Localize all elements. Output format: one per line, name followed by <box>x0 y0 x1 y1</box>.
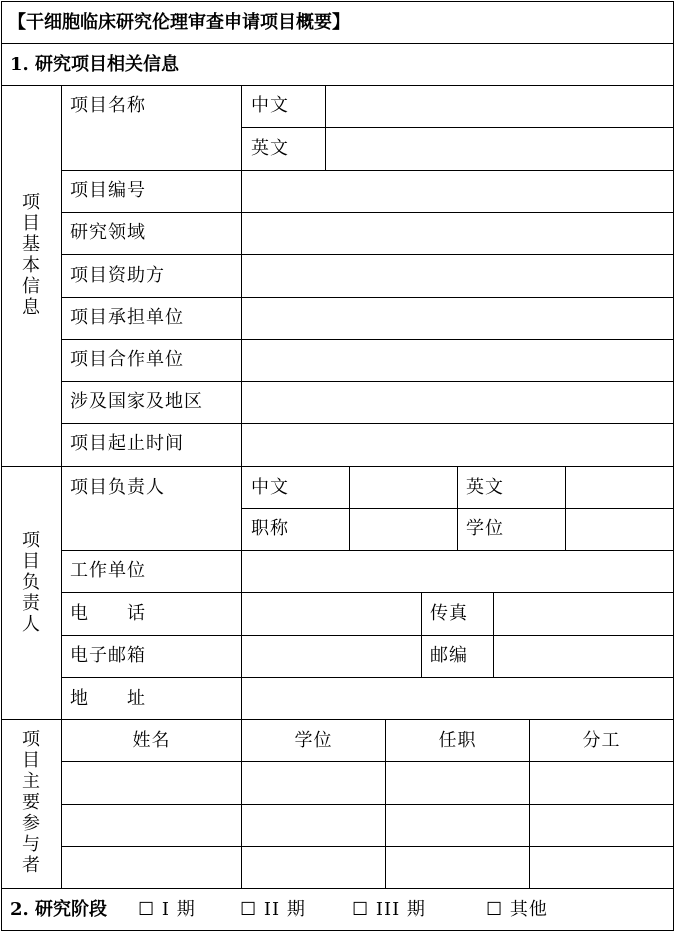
countries-regions-field[interactable] <box>242 382 673 423</box>
group-label-leader: 项目负责人 <box>22 530 40 635</box>
label-project-name: 项目名称 <box>70 95 146 116</box>
checkbox-icon[interactable]: ☐ <box>352 899 370 920</box>
section2-heading: 2. 研究阶段 <box>10 899 108 920</box>
group-label-participants: 项目主要参与者 <box>22 729 40 876</box>
table-border-bottom <box>1 930 674 931</box>
label-cooperating-unit: 项目合作单位 <box>70 349 184 370</box>
leader-chinese-field[interactable] <box>350 467 457 508</box>
label-start-end-time: 项目起止时间 <box>70 433 184 454</box>
label-leader-title: 职称 <box>251 518 289 539</box>
checkbox-icon[interactable]: ☐ <box>138 899 156 920</box>
postcode-field[interactable] <box>494 636 673 677</box>
funder-field[interactable] <box>242 255 673 297</box>
undertaking-unit-field[interactable] <box>242 298 673 339</box>
checkbox-icon[interactable]: ☐ <box>240 899 258 920</box>
phase-option-2[interactable] <box>240 899 306 921</box>
phase-option-label: I 期 <box>161 899 196 920</box>
project-name-english-field[interactable] <box>326 128 673 170</box>
label-fax: 传真 <box>430 603 468 624</box>
divider <box>457 466 458 550</box>
label-project-number: 项目编号 <box>70 180 146 201</box>
label-name-chinese: 中文 <box>251 95 289 116</box>
phase-option-1[interactable] <box>138 899 196 921</box>
label-postcode: 邮编 <box>430 645 468 666</box>
table-border-right <box>673 1 674 931</box>
label-email: 电子邮箱 <box>70 645 146 666</box>
table-row[interactable] <box>62 847 673 888</box>
label-funder: 项目资助方 <box>70 265 165 286</box>
label-address: 地 址 <box>70 688 146 709</box>
fax-field[interactable] <box>494 593 673 635</box>
phone-field[interactable] <box>242 593 421 635</box>
project-name-chinese-field[interactable] <box>326 86 673 127</box>
phase-option-other[interactable] <box>486 899 548 921</box>
label-undertaking-unit: 项目承担单位 <box>70 307 184 328</box>
cooperating-unit-field[interactable] <box>242 340 673 381</box>
table-row[interactable] <box>62 805 673 846</box>
research-field-field[interactable] <box>242 213 673 254</box>
phase-option-label: II 期 <box>263 899 306 920</box>
divider <box>1 888 674 889</box>
table-border-top <box>1 1 674 2</box>
divider <box>421 592 422 677</box>
label-research-field: 研究领域 <box>70 222 146 243</box>
column-header-division: 分工 <box>582 730 621 751</box>
checkbox-icon[interactable]: ☐ <box>486 899 504 920</box>
phase-option-label: III 期 <box>375 899 426 920</box>
column-header-position: 任职 <box>438 730 477 751</box>
label-countries-regions: 涉及国家及地区 <box>70 391 203 412</box>
label-work-unit: 工作单位 <box>70 560 146 581</box>
table-border-left <box>1 1 2 931</box>
leader-english-field[interactable] <box>566 467 673 508</box>
phase-option-3[interactable] <box>352 899 426 921</box>
phase-option-label: 其他 <box>509 899 548 920</box>
label-leader-english: 英文 <box>466 477 504 498</box>
label-phone: 电 话 <box>70 603 146 624</box>
leader-title-field[interactable] <box>350 509 457 550</box>
divider <box>1 43 674 44</box>
section1-heading: 1. 研究项目相关信息 <box>10 54 180 75</box>
label-project-leader: 项目负责人 <box>70 477 165 498</box>
label-leader-degree: 学位 <box>466 518 504 539</box>
address-field[interactable] <box>242 678 673 719</box>
project-number-field[interactable] <box>242 171 673 212</box>
table-row[interactable] <box>62 762 673 804</box>
label-name-english: 英文 <box>251 138 289 159</box>
form-title: 【干细胞临床研究伦理审查申请项目概要】 <box>8 12 350 33</box>
column-header-name: 姓名 <box>132 730 171 751</box>
start-end-time-field[interactable] <box>242 424 673 466</box>
label-leader-chinese: 中文 <box>251 477 289 498</box>
email-field[interactable] <box>242 636 421 677</box>
group-label-basic-info: 项目基本信息 <box>22 192 40 318</box>
work-unit-field[interactable] <box>242 551 673 592</box>
divider <box>1 719 674 720</box>
leader-degree-field[interactable] <box>566 509 673 550</box>
column-header-degree: 学位 <box>294 730 333 751</box>
